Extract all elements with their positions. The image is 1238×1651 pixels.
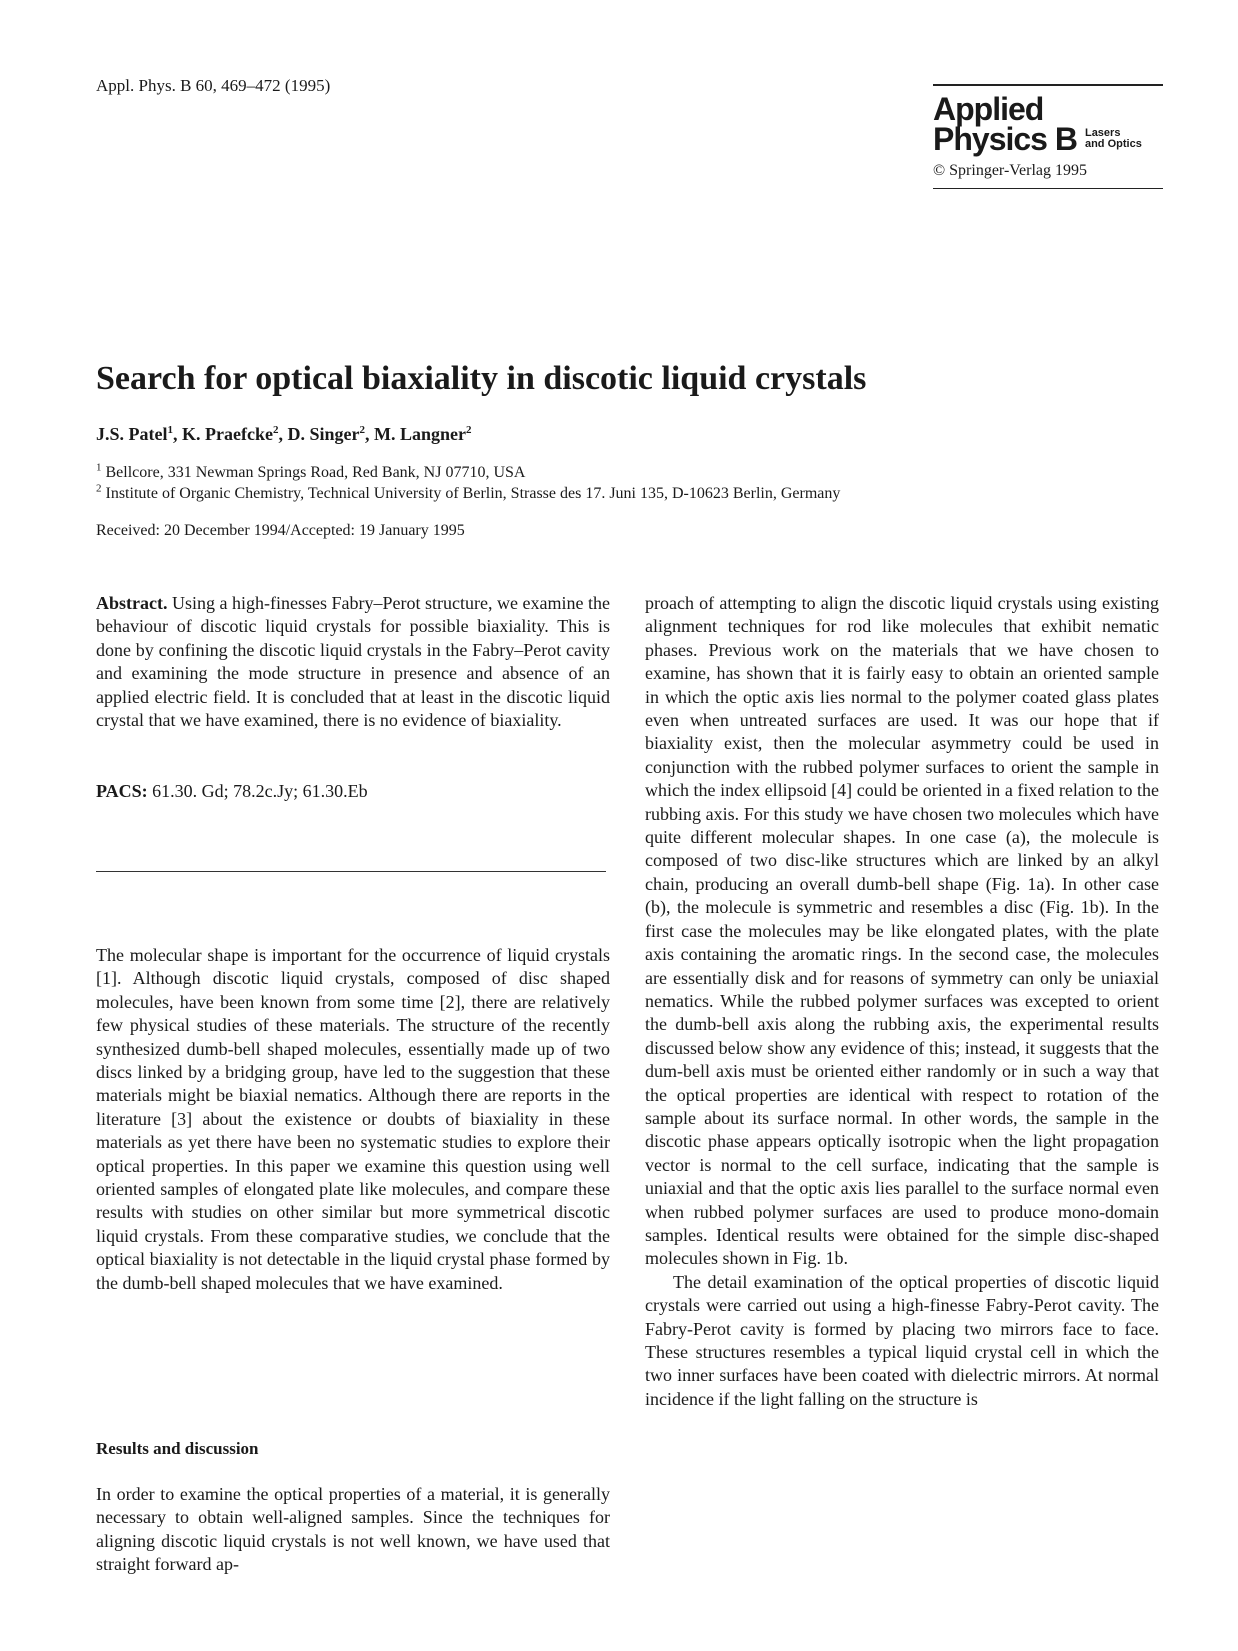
author-name: K. Praefcke — [182, 424, 273, 444]
pacs — [96, 780, 610, 803]
right-column — [645, 592, 1159, 1411]
abstract-divider — [96, 871, 606, 872]
article-title: Search for optical biaxiality in discotic liquid crystals — [96, 360, 867, 397]
intro-text: The molecular shape is important for the occurrence of liquid crystals [1]. Although discotic liquid crystals, composed of disc shaped molecules, have been known from some time [2], there are relatively few physical studies of these materials. The structure of the recently synthesized dumb-bell shaped molecules, essentially made up of two discs linked by a bridging group, have led to the suggestion that these materials might be biaxial nematics. Although there are reports in the literature [3] about the existence or doubts of biaxiality in these materials as yet there have been no systematic studies to explore their optical properties. In this paper we examine this question using well oriented samples of elongated plate like molecules, and compare these results with studies on other similar but more symmetrical discotic liquid crystals. From these comparative studies, we conclude that the optical biaxiality is not detectable in the liquid crystal phase formed by the dumb-bell shaped molecules that we have examined. — [96, 945, 610, 1293]
journal-top-rule — [933, 84, 1163, 86]
abstract — [96, 592, 610, 732]
journal-logo-block — [933, 84, 1163, 189]
affiliation-text: Bellcore, 331 Newman Springs Road, Red Bank, NJ 07710, USA — [105, 464, 526, 481]
abstract-label: Abstract. — [96, 593, 168, 613]
pacs-label: PACS: — [96, 781, 148, 801]
author-separator: , — [364, 424, 374, 444]
right-paragraph-2: The detail examination of the optical properties of discotic liquid crystals were carried out using a high-finesse Fabry-Perot cavity. The Fabry-Perot cavity is formed by placing two mirrors face to face. These structures resembles a typical liquid crystal cell in which the two inner surfaces have been coated with dielectric mirrors. At normal incidence if the light falling on the structure is — [645, 1271, 1159, 1409]
affiliation-2 — [96, 482, 841, 503]
journal-subtitle-1: Lasers — [1084, 126, 1121, 139]
intro-paragraph — [96, 944, 610, 1295]
author-list — [96, 424, 471, 445]
author-affil-mark: 2 — [272, 424, 279, 436]
author-separator: , — [278, 424, 288, 444]
affiliation-number: 2 — [96, 482, 102, 495]
author-affil-mark: 2 — [465, 424, 472, 436]
journal-subtitle — [1085, 128, 1142, 150]
journal-citation: Appl. Phys. B 60, 469–472 (1995) — [96, 76, 331, 95]
results-left-text: In order to examine the optical properties of a material, it is generally necessary to obtain well-aligned samples. Since the techniques for aligning discotic liquid crystals is not well known, we have used that straight forward ap- — [96, 1484, 610, 1575]
journal-name-line2 — [933, 120, 1163, 157]
affiliation-number: 1 — [96, 461, 102, 474]
pacs-codes: 61.30. Gd; 78.2c.Jy; 61.30.Eb — [152, 781, 368, 801]
affiliation-text: Institute of Organic Chemistry, Technical University of Berlin, Strasse des 17. Juni 135, D-10623 Berlin, Germany — [105, 485, 841, 502]
abstract-text: Using a high-finesses Fabry–Perot structure, we examine the behaviour of discotic liquid crystals for possible biaxiality. This is done by confining the discotic liquid crystals in the Fabry–Perot cavity and examining the mode structure in presence and absence of an applied electric field. It is concluded that at least in the discotic liquid crystal that we have examined, there is no evidence of biaxiality. — [96, 593, 610, 731]
author-affil-mark: 1 — [167, 424, 173, 436]
journal-name-physics: Physics B — [933, 120, 1077, 157]
journal-name-line1: Applied — [933, 90, 1044, 127]
author-name: M. Langner — [373, 424, 466, 444]
section-heading: Results and discussion — [96, 1439, 259, 1458]
author-name: D. Singer — [287, 424, 360, 444]
author-separator: , — [173, 424, 182, 444]
author-affil-mark: 2 — [359, 424, 365, 436]
right-paragraph-1: proach of attempting to align the discotic liquid crystals using existing alignment techniques for rod like molecules that exhibit nematic phases. Previous work on the materials that we have chosen to examine, has shown that it is fairly easy to obtain an oriented sample in which the optic axis lies normal to the polymer coated glass plates even when untreated surfaces are used. It was our hope that if biaxiality exist, then the molecular asymmetry could be used in conjunction with the rubbed polymer surfaces to orient the sample in which the index ellipsoid [4] could be oriented in a fixed relation to the rubbing axis. For this study we have chosen two molecules which have quite different molecular shapes. In one case (a), the molecule is composed of two disc-like structures which are linked by an alkyl chain, producing an overall dumb-bell shape (Fig. 1a). In other case (b), the molecule is symmetric and resembles a disc (Fig. 1b). In the first case the molecules may be like elongated plates, with the plate axis containing the aromatic rings. In the second case, the molecules are essentially disk and for reasons of symmetry can only be uniaxial nematics. While the rubbed polymer surfaces was excepted to orient the dumb-bell axis along the rubbing axis, the experimental results discussed below show any evidence of this; instead, it suggests that the dum-bell axis must be oriented either randomly or in such a way that the optical properties are identical with respect to rotation of the sample about its surface normal. In other words, the sample in the discotic phase appears optically isotropic when the light propagation vector is normal to the cell surface, indicating that the sample is uniaxial and that the optic axis lies parallel to the surface normal even when rubbed polymer surfaces are used to produce mono-domain samples. Identical results were obtained for the simple disc-shaped molecules shown in Fig. 1b. — [645, 593, 1159, 1269]
affiliation-1 — [96, 461, 526, 482]
received-dates: Received: 20 December 1994/Accepted: 19 January 1995 — [96, 522, 465, 539]
results-left-paragraph — [96, 1483, 610, 1577]
author-name: J.S. Patel — [96, 424, 168, 444]
journal-bottom-rule — [933, 188, 1163, 190]
copyright-notice: © Springer-Verlag 1995 — [933, 161, 1088, 179]
journal-subtitle-2: and Optics — [1084, 137, 1142, 150]
